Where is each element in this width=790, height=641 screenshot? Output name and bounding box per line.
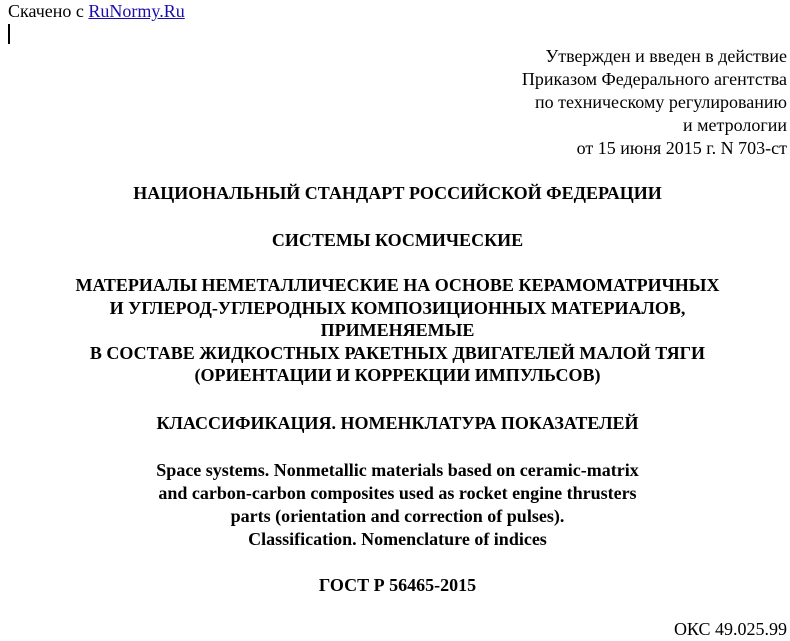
materials-line: ПРИМЕНЯЕМЫЕ xyxy=(320,320,475,341)
english-title-line: Classification. Nomenclature of indices xyxy=(248,529,547,549)
source-prefix: Скачено с xyxy=(8,1,89,21)
materials-line: (ОРИЕНТАЦИИ И КОРРЕКЦИИ ИМПУЛЬСОВ) xyxy=(194,365,601,386)
english-title xyxy=(0,459,790,551)
standard-materials-heading xyxy=(0,274,790,387)
english-title-line: and carbon-carbon composites used as rocket engine thrusters xyxy=(158,483,637,503)
approval-line: и метрологии xyxy=(683,115,787,135)
materials-line: И УГЛЕРОД-УГЛЕРОДНЫХ КОМПОЗИЦИОННЫХ МАТЕРИАЛОВ, xyxy=(109,297,686,318)
source-line xyxy=(8,1,185,22)
materials-line: МАТЕРИАЛЫ НЕМЕТАЛЛИЧЕСКИЕ НА ОСНОВЕ КЕРАМОМАТРИЧНЫХ xyxy=(75,275,720,295)
text-cursor xyxy=(8,24,10,44)
standard-subject: СИСТЕМЫ КОСМИЧЕСКИЕ xyxy=(271,230,524,250)
approval-line: Приказом Федерального агентства xyxy=(521,69,787,89)
source-link[interactable]: RuNormy.Ru xyxy=(88,1,185,21)
gost-number: ГОСТ Р 56465-2015 xyxy=(318,575,477,595)
materials-line: В СОСТАВЕ ЖИДКОСТНЫХ РАКЕТНЫХ ДВИГАТЕЛЕЙ МАЛОЙ ТЯГИ xyxy=(89,342,706,363)
approval-block xyxy=(387,45,787,160)
english-title-line: parts (orientation and correction of pulses). xyxy=(230,506,565,526)
standard-title: НАЦИОНАЛЬНЫЙ СТАНДАРТ РОССИЙСКОЙ ФЕДЕРАЦИИ xyxy=(133,183,662,203)
oks-code: ОКС 49.025.99 xyxy=(673,619,787,639)
standard-classification: КЛАССИФИКАЦИЯ. НОМЕНКЛАТУРА ПОКАЗАТЕЛЕЙ xyxy=(156,413,639,433)
approval-line: по техническому регулированию xyxy=(534,92,787,112)
english-title-line: Space systems. Nonmetallic materials based on ceramic-matrix xyxy=(156,460,639,480)
approval-line: от 15 июня 2015 г. N 703-ст xyxy=(576,138,787,158)
approval-line: Утвержден и введен в действие xyxy=(545,46,787,66)
